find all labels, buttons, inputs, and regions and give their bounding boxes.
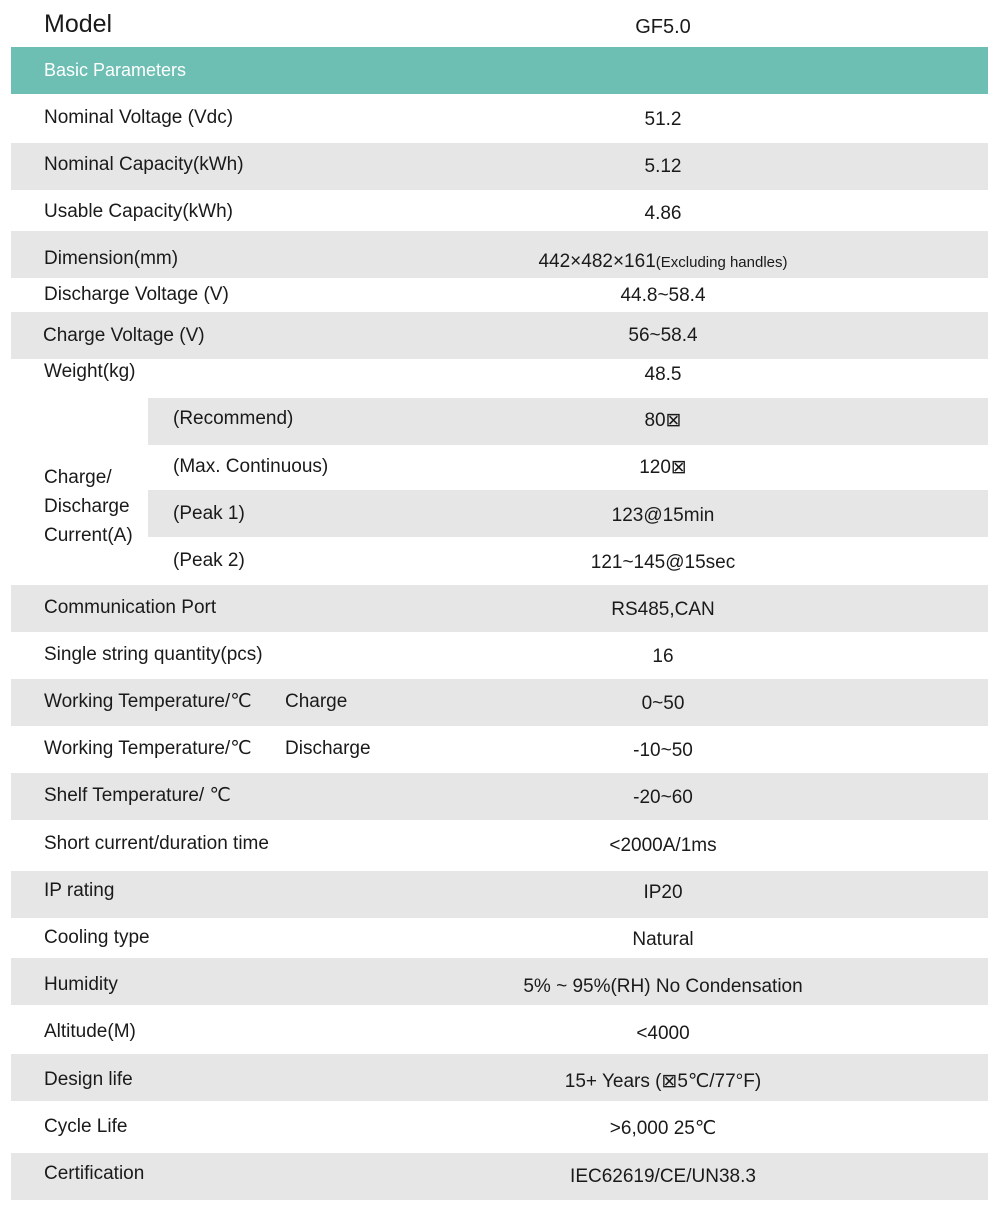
current-group-line: Discharge bbox=[44, 496, 130, 517]
row-label-cooling-type: Cooling type bbox=[44, 927, 150, 948]
row-value-working-temp-charge: 0~50 bbox=[641, 693, 685, 714]
section-title: Basic Parameters bbox=[44, 60, 187, 80]
row-value-discharge-voltage: 44.8~58.4 bbox=[620, 285, 706, 306]
row-value-usable-capacity: 4.86 bbox=[644, 203, 682, 224]
current-value-peak-2: 121~145@15sec bbox=[590, 552, 736, 573]
row-label-ip-rating: IP rating bbox=[44, 880, 115, 901]
row-value-nominal-voltage: 51.2 bbox=[644, 109, 682, 130]
current-group-line: Current(A) bbox=[44, 525, 133, 546]
current-value-max-continuous: 120⊠ bbox=[639, 457, 687, 478]
row-value-string-quantity: 16 bbox=[652, 646, 674, 667]
row-label-nominal-capacity: Nominal Capacity(kWh) bbox=[44, 154, 244, 175]
row-value-certification: IEC62619/CE/UN38.3 bbox=[570, 1166, 756, 1187]
row-value-working-temp-discharge: -10~50 bbox=[633, 740, 693, 761]
row-label-string-quantity: Single string quantity(pcs) bbox=[44, 644, 263, 665]
row-label-dimension: Dimension(mm) bbox=[44, 248, 179, 269]
row-label-discharge-voltage: Discharge Voltage (V) bbox=[44, 284, 229, 305]
row-label-altitude: Altitude(M) bbox=[44, 1021, 136, 1042]
current-value-recommend: 80⊠ bbox=[644, 410, 682, 431]
current-label-peak-2: (Peak 2) bbox=[173, 550, 245, 571]
row-label-working-temp-discharge: Working Temperature/℃ bbox=[44, 738, 252, 759]
row-label-humidity: Humidity bbox=[44, 974, 118, 995]
row-value-short-current: <2000A/1ms bbox=[609, 835, 717, 856]
row-label-usable-capacity: Usable Capacity(kWh) bbox=[44, 201, 233, 222]
current-label-recommend: (Recommend) bbox=[173, 408, 294, 429]
row-label-certification: Certification bbox=[44, 1163, 145, 1184]
row-value-cooling-type: Natural bbox=[632, 929, 694, 950]
row-label-charge-voltage: Charge Voltage (V) bbox=[43, 325, 205, 346]
row-value-shelf-temperature: -20~60 bbox=[633, 787, 693, 808]
row-label-cycle-life: Cycle Life bbox=[44, 1116, 128, 1137]
row-label-shelf-temperature: Shelf Temperature/ ℃ bbox=[44, 785, 231, 806]
current-label-max-continuous: (Max. Continuous) bbox=[173, 456, 329, 477]
model-label: Model bbox=[44, 10, 113, 38]
row-value-design-life: 15+ Years (⊠5℃/77°F) bbox=[564, 1071, 762, 1092]
row-value-altitude: <4000 bbox=[636, 1023, 690, 1044]
current-group-label bbox=[44, 463, 133, 550]
row-value-nominal-capacity: 5.12 bbox=[644, 156, 682, 177]
row-label-weight: Weight(kg) bbox=[44, 361, 136, 382]
row-value-cycle-life: >6,000 25℃ bbox=[609, 1118, 717, 1139]
row-value-charge-voltage: 56~58.4 bbox=[628, 325, 698, 346]
row-label-working-temp-charge: Working Temperature/℃ bbox=[44, 691, 252, 712]
dimension-value: 442×482×161 bbox=[538, 251, 656, 272]
current-value-peak-1: 123@15min bbox=[611, 505, 715, 526]
row-value-dimension bbox=[338, 251, 988, 274]
row-value-communication-port: RS485,CAN bbox=[611, 599, 715, 620]
row-label-nominal-voltage: Nominal Voltage (Vdc) bbox=[44, 107, 234, 128]
model-value: GF5.0 bbox=[635, 16, 691, 38]
row-sublabel-charge: Charge bbox=[285, 691, 348, 712]
row-label-design-life: Design life bbox=[44, 1069, 133, 1090]
row-label-communication-port: Communication Port bbox=[44, 597, 217, 618]
current-group-line: Charge/ bbox=[44, 467, 112, 488]
row-value-weight: 48.5 bbox=[644, 364, 682, 385]
row-value-humidity: 5% ~ 95%(RH) No Condensation bbox=[523, 976, 803, 997]
dimension-note: (Excluding handles) bbox=[655, 254, 788, 271]
row-label-short-current: Short current/duration time bbox=[44, 833, 269, 854]
row-sublabel-discharge: Discharge bbox=[285, 738, 371, 759]
row-value-ip-rating: IP20 bbox=[643, 882, 683, 903]
current-label-peak-1: (Peak 1) bbox=[173, 503, 245, 524]
